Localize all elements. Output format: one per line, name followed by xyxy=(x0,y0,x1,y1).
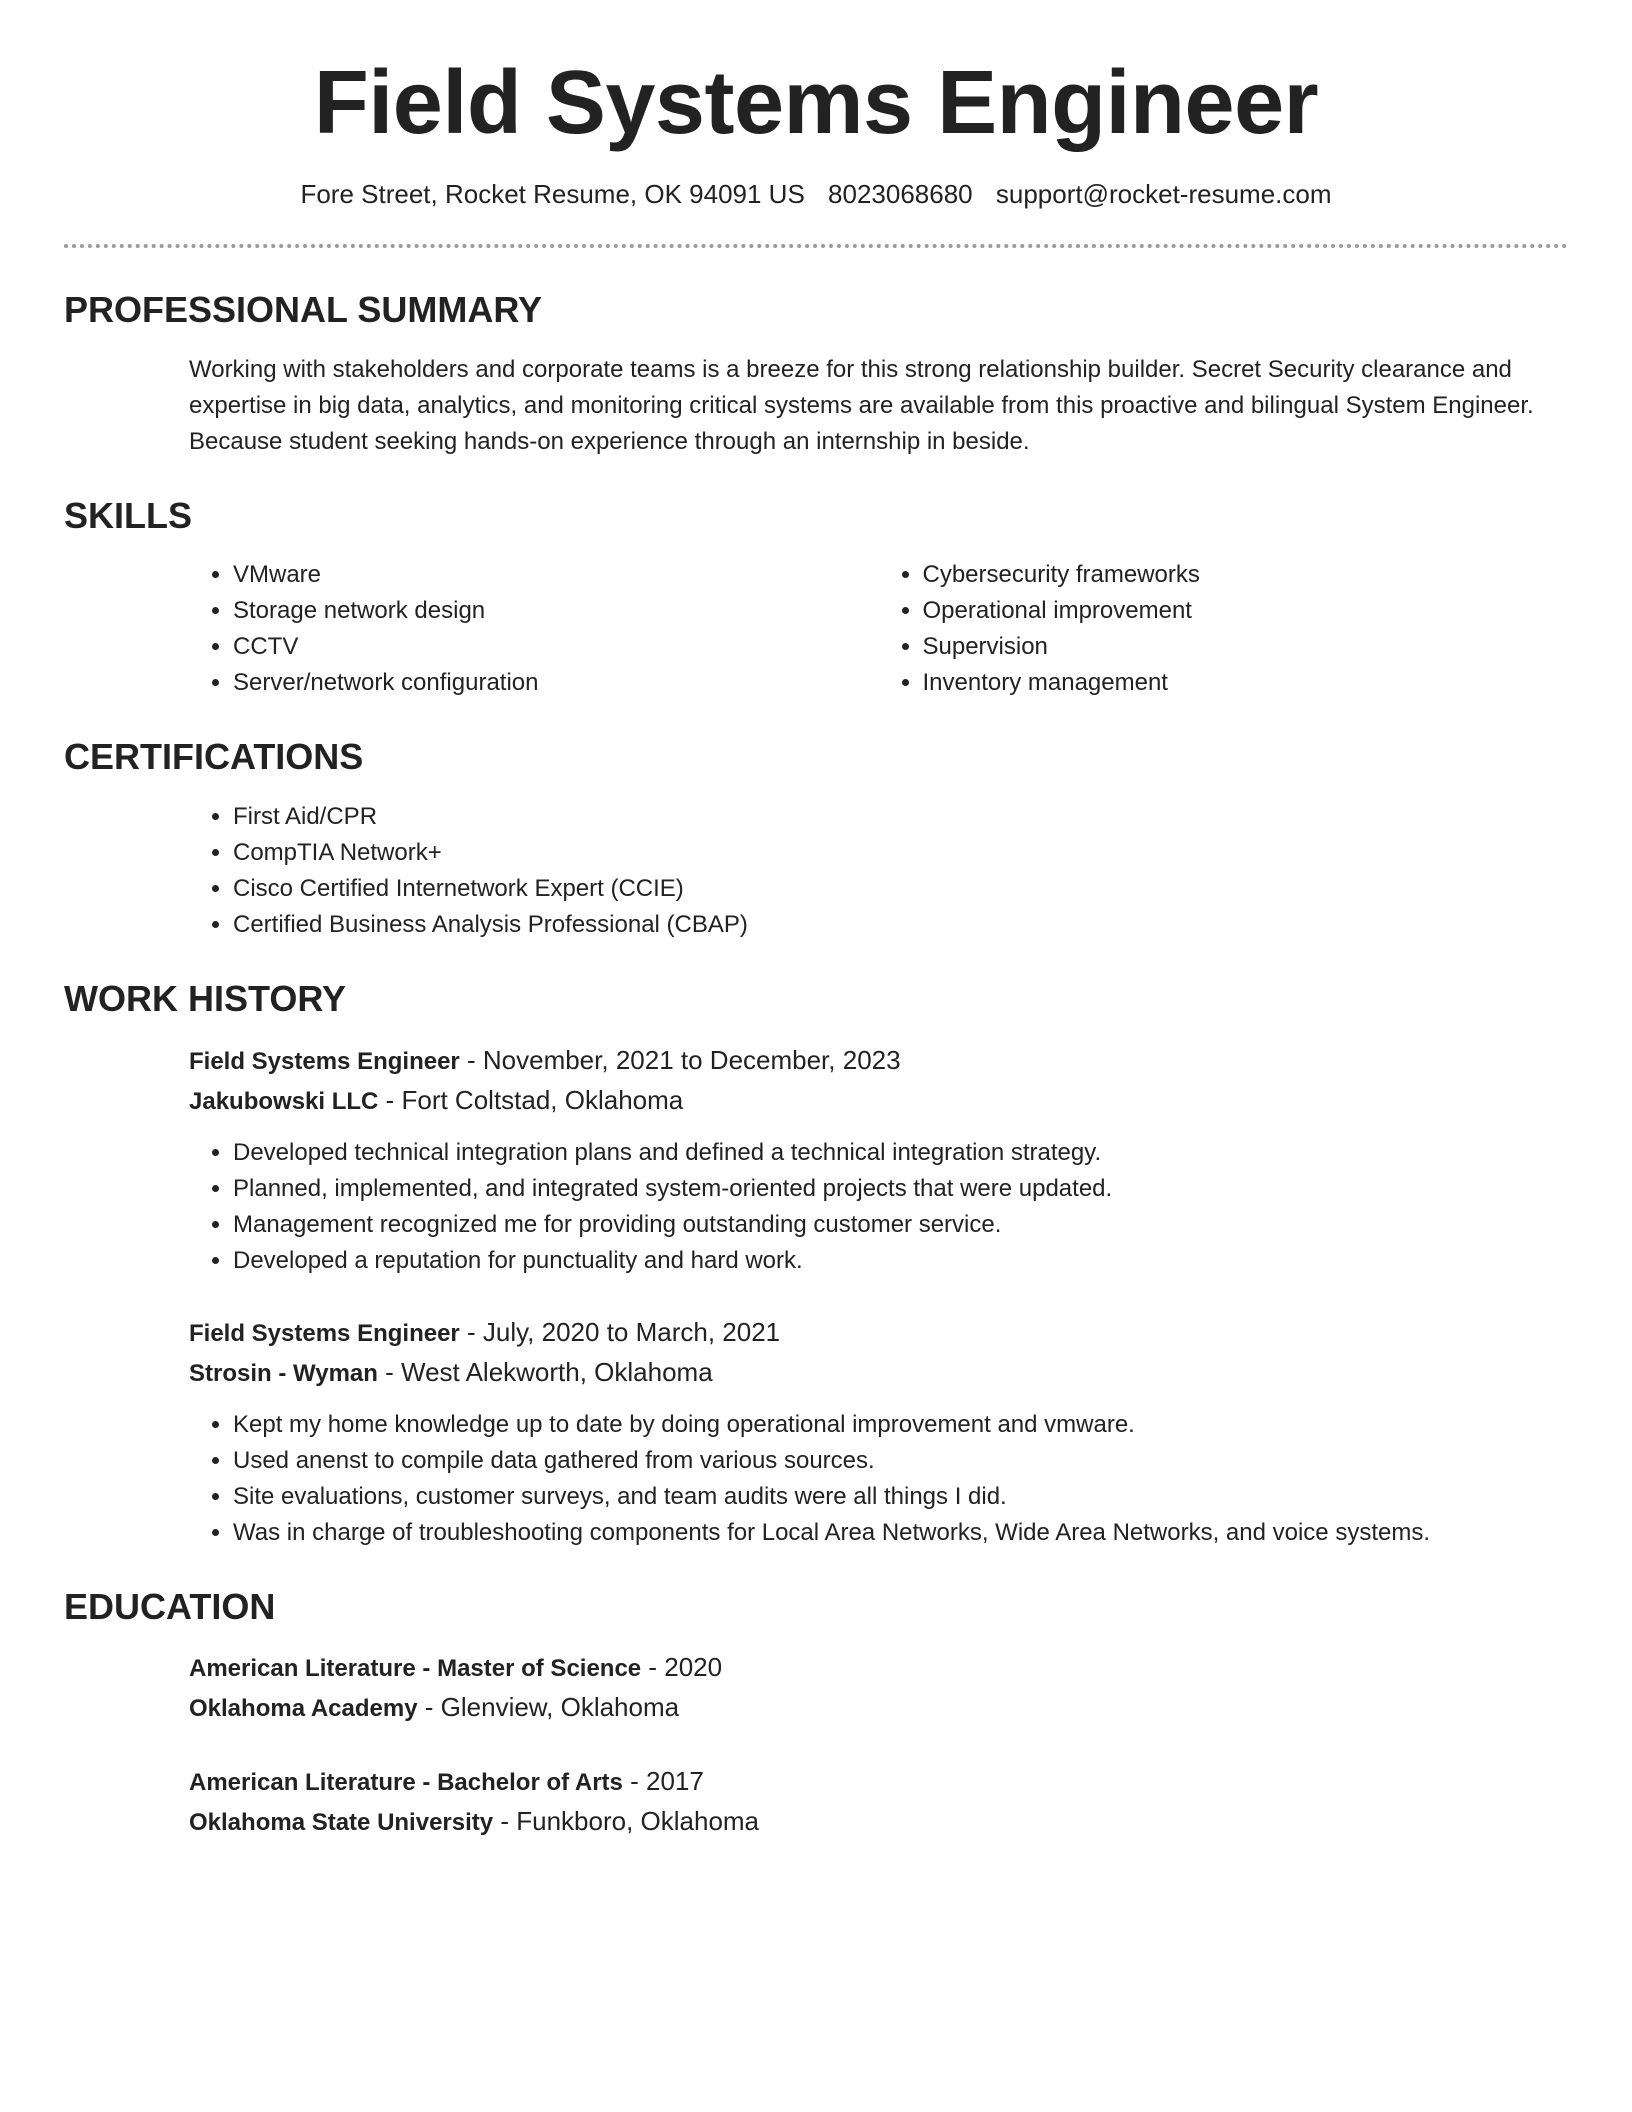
section-title-work-history: WORK HISTORY xyxy=(64,977,347,1019)
education-school: Oklahoma Academy xyxy=(189,1695,418,1723)
skill-item: • CCTV xyxy=(233,629,879,665)
section-professional-summary xyxy=(64,290,1568,460)
job-bullet: • Kept my home knowledge up to date by doing operational improvement and vmware. xyxy=(233,1407,1568,1443)
candidate-name: Field Systems Engineer xyxy=(313,53,1319,153)
job-bullets xyxy=(189,1135,1568,1279)
job-dates: - July, 2020 to March, 2021 xyxy=(459,1316,781,1347)
job-bullet: • Site evaluations, customer surveys, and team audits were all things I did. xyxy=(233,1479,1568,1515)
section-skills xyxy=(64,496,1568,702)
certification-item: • Cisco Certified Internetwork Expert (CCIE) xyxy=(233,871,1568,907)
certification-item: • CompTIA Network+ xyxy=(233,835,1568,871)
skill-item: • VMware xyxy=(233,557,879,593)
section-certifications xyxy=(64,737,1568,943)
section-title-education: EDUCATION xyxy=(64,1585,276,1627)
header-divider xyxy=(64,244,1568,248)
resume-header xyxy=(64,0,1568,210)
job-role: Field Systems Engineer xyxy=(189,1319,460,1347)
skill-item: • Cybersecurity frameworks xyxy=(923,557,1569,593)
job-bullet: • Used anenst to compile data gathered from various sources. xyxy=(233,1443,1568,1479)
certification-item: • First Aid/CPR xyxy=(233,799,1568,835)
section-title-summary: PROFESSIONAL SUMMARY xyxy=(64,289,543,331)
certification-item: • Certified Business Analysis Professional (CBAP) xyxy=(233,907,1568,943)
education-location: - Funkboro, Oklahoma xyxy=(493,1806,760,1837)
job-title-line xyxy=(189,1313,1568,1353)
contact-email: support@rocket-resume.com xyxy=(995,179,1332,209)
job-bullet: • Management recognized me for providing outstanding customer service. xyxy=(233,1207,1568,1243)
job-dates: - November, 2021 to December, 2023 xyxy=(459,1044,901,1075)
skills-list-left xyxy=(189,557,879,701)
education-school-line xyxy=(189,1688,1568,1728)
skills-grid xyxy=(189,557,1568,701)
job-company: Strosin - Wyman xyxy=(189,1359,378,1387)
job-bullet: • Planned, implemented, and integrated system-oriented projects that were updated. xyxy=(233,1171,1568,1207)
job-entry xyxy=(189,1313,1568,1551)
job-company-line xyxy=(189,1353,1568,1393)
job-role: Field Systems Engineer xyxy=(189,1047,460,1075)
summary-text: Working with stakeholders and corporate teams is a breeze for this strong relationship builder. Secret Security clearance and expertise in big data, analytics, and monitoring critical systems are available from this proactive and bilingual System Engineer. Because student seeking hands-on experience through an internship in beside. xyxy=(189,355,1534,455)
education-year: - 2020 xyxy=(641,1652,723,1683)
education-school: Oklahoma State University xyxy=(189,1809,494,1837)
education-location: - Glenview, Oklahoma xyxy=(417,1692,680,1723)
job-title-line xyxy=(189,1041,1568,1081)
job-location: - Fort Coltstad, Oklahoma xyxy=(378,1084,684,1115)
skill-item: • Operational improvement xyxy=(923,593,1569,629)
job-company-line xyxy=(189,1081,1568,1121)
job-bullet: • Developed a reputation for punctuality and hard work. xyxy=(233,1243,1568,1279)
skill-item: • Storage network design xyxy=(233,593,879,629)
job-company: Jakubowski LLC xyxy=(189,1087,379,1115)
education-entry xyxy=(189,1648,1568,1728)
job-bullets xyxy=(189,1407,1568,1551)
job-location: - West Alekworth, Oklahoma xyxy=(377,1356,713,1387)
skill-item: • Supervision xyxy=(923,629,1569,665)
skills-list-right xyxy=(879,557,1569,701)
contact-line xyxy=(64,179,1568,210)
job-bullet: • Developed technical integration plans and defined a technical integration strategy. xyxy=(233,1135,1568,1171)
education-entry xyxy=(189,1762,1568,1842)
certifications-list xyxy=(189,799,1568,943)
section-work-history xyxy=(64,979,1568,1551)
skill-item: • Server/network configuration xyxy=(233,665,879,701)
section-title-certifications: CERTIFICATIONS xyxy=(64,736,364,778)
section-title-skills: SKILLS xyxy=(64,494,193,536)
education-degree: American Literature - Bachelor of Arts xyxy=(189,1769,623,1797)
contact-phone: 8023068680 xyxy=(828,179,973,209)
education-year: - 2017 xyxy=(622,1766,704,1797)
job-entry xyxy=(189,1041,1568,1279)
education-degree-line xyxy=(189,1648,1568,1688)
contact-address: Fore Street, Rocket Resume, OK 94091 US xyxy=(300,179,805,209)
skill-item: • Inventory management xyxy=(923,665,1569,701)
education-degree: American Literature - Master of Science xyxy=(189,1655,642,1683)
education-degree-line xyxy=(189,1762,1568,1802)
education-school-line xyxy=(189,1802,1568,1842)
section-education xyxy=(64,1587,1568,1843)
job-bullet: • Was in charge of troubleshooting components for Local Area Networks, Wide Area Networks, and voice systems. xyxy=(233,1515,1568,1551)
